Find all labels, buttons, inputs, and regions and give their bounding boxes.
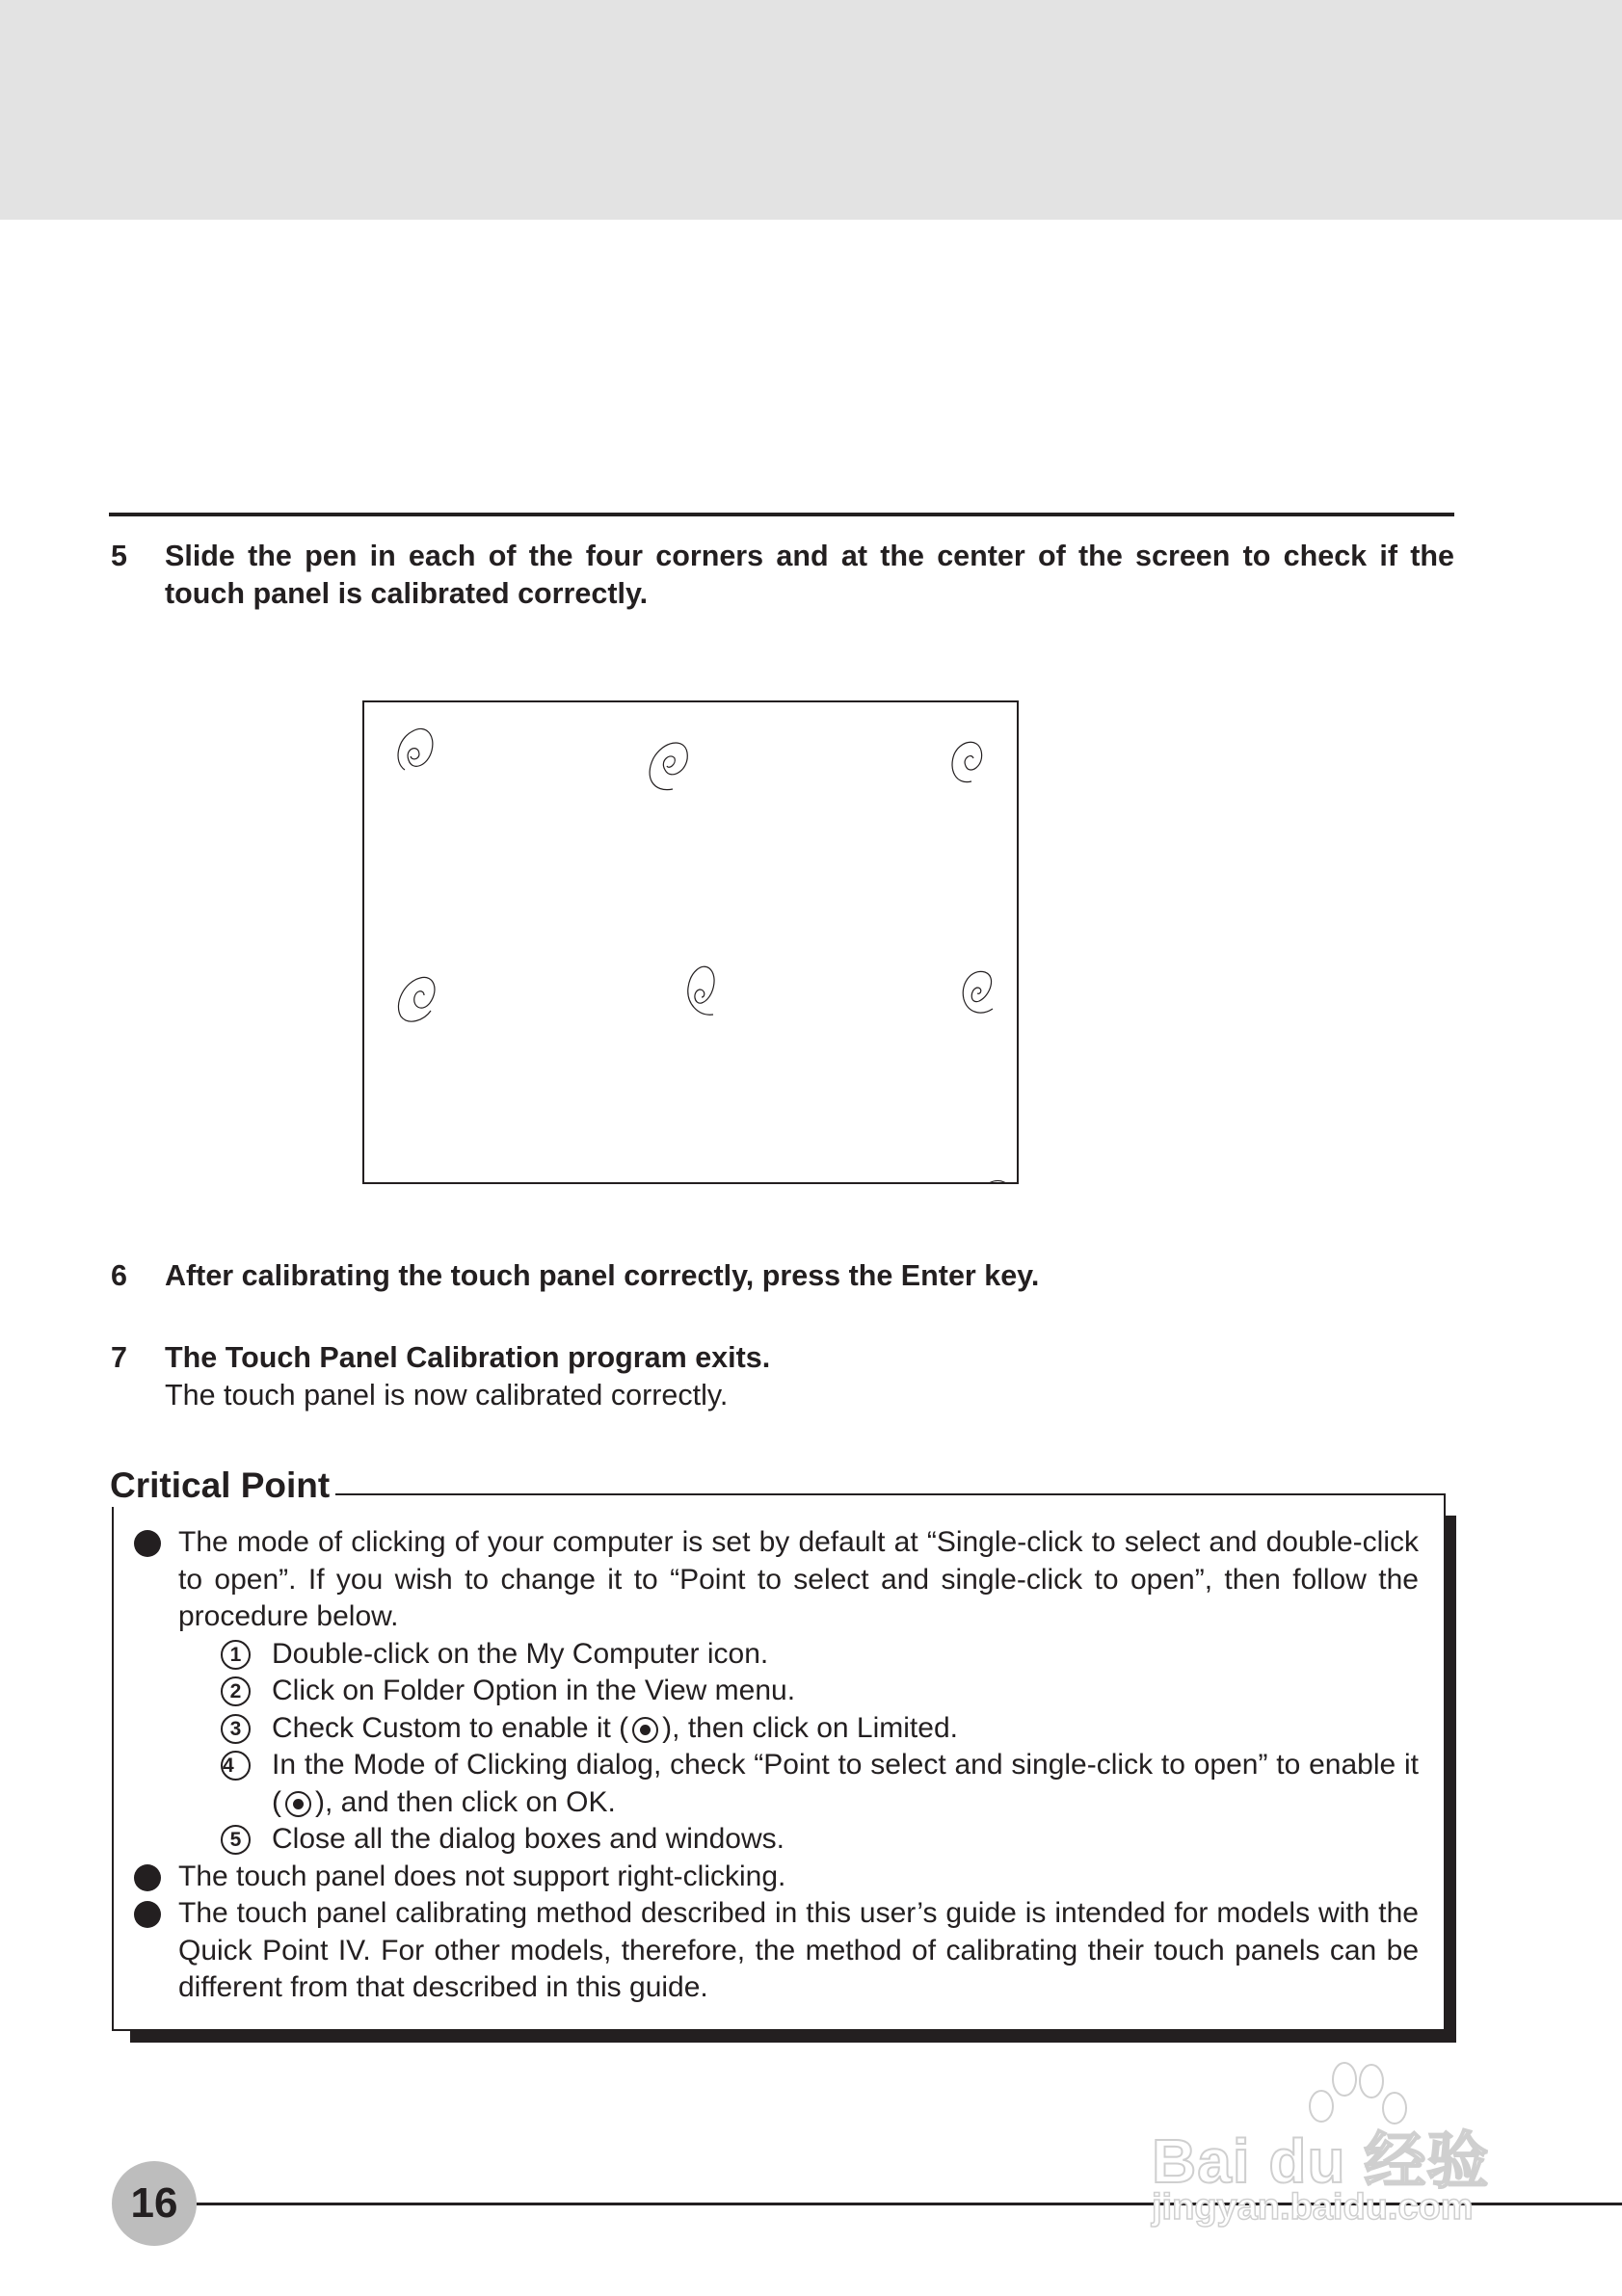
item-text: The touch panel calibrating method described in this user’s guide is intended for models with the Quick Point IV. For other models, therefore, the method of calibrating their touch panels can be different from that described in this guide.: [178, 1897, 1419, 2003]
header-band: [0, 0, 1622, 220]
step-number: 7: [111, 1341, 127, 1374]
watermark-url: jingyan.baidu.com: [1152, 2187, 1474, 2228]
critical-point-heading: Critical Point: [110, 1465, 335, 1507]
critical-point-item: [114, 1859, 1444, 1896]
item-text: The touch panel does not support right-clicking.: [178, 1860, 786, 1892]
substep-4: [114, 1747, 1444, 1821]
spiral-icon: [977, 1180, 1010, 1182]
radio-selected-icon: [285, 1791, 311, 1817]
substep-text: ), then click on Limited.: [662, 1711, 958, 1744]
spiral-icon: [398, 977, 435, 1021]
step-7: [109, 1339, 1454, 1414]
spiral-icon: [688, 966, 714, 1015]
substep-5: [114, 1821, 1444, 1859]
substep-text: Double-click on the My Computer icon.: [272, 1637, 769, 1670]
substep-text: Check Custom to enable it (: [272, 1711, 629, 1744]
substep-2: [114, 1673, 1444, 1710]
spiral-icon: [952, 742, 982, 781]
substep-text: In the Mode of Clicking dialog, check “Point to select and single-click to open” to enable it (: [272, 1749, 1419, 1818]
watermark-brand: Bai du 经验: [1152, 2126, 1490, 2196]
circled-number-icon: 2: [221, 1676, 251, 1706]
paw-icon: [1306, 2060, 1412, 2137]
calibration-figure: [362, 700, 1019, 1184]
bullet-icon: [134, 1864, 161, 1891]
pen-spirals-drawing: [364, 702, 1017, 1182]
substep-text: Close all the dialog boxes and windows.: [272, 1823, 784, 1855]
critical-point-item: [114, 1895, 1444, 2007]
step-number: 6: [111, 1259, 127, 1292]
bullet-icon: [134, 1901, 161, 1928]
spiral-icon: [650, 743, 687, 790]
circled-number-icon: 4: [221, 1751, 251, 1781]
step-6: [109, 1257, 1454, 1295]
footer-rule: [197, 2203, 1622, 2205]
step-number: 5: [111, 540, 127, 572]
item-text: The mode of clicking of your computer is set by default at “Single-click to select and double-click to open”. If you wish to change it to “Point to select and single-click to open”, then follow the procedure below.: [178, 1526, 1419, 1632]
step-5: [109, 538, 1454, 613]
top-rule: [109, 513, 1454, 516]
substep-text: Click on Folder Option in the View menu.: [272, 1675, 796, 1706]
page-number: 16: [112, 2161, 197, 2246]
spiral-icon: [398, 728, 433, 770]
circled-number-icon: 3: [221, 1714, 251, 1744]
baidu-watermark: [1152, 2052, 1537, 2245]
step-title: After calibrating the touch panel correctly, press the Enter key.: [165, 1259, 1040, 1292]
step-title: Slide the pen in each of the four corners and at the center of the screen to check if the touch panel is calibrated correctly.: [165, 540, 1454, 610]
substep-1: [114, 1636, 1444, 1674]
step-subtext: The touch panel is now calibrated correctly.: [165, 1379, 729, 1412]
substep-3: [114, 1710, 1444, 1748]
substep-text: ), and then click on OK.: [315, 1785, 616, 1818]
circled-number-icon: 1: [221, 1640, 251, 1670]
critical-point-item: [114, 1524, 1444, 1636]
circled-number-icon: 5: [221, 1825, 251, 1855]
radio-selected-icon: [632, 1717, 658, 1743]
step-title: The Touch Panel Calibration program exits.: [165, 1341, 771, 1374]
critical-point-box: [112, 1493, 1446, 2031]
bullet-icon: [134, 1530, 161, 1557]
spiral-icon: [963, 971, 993, 1013]
